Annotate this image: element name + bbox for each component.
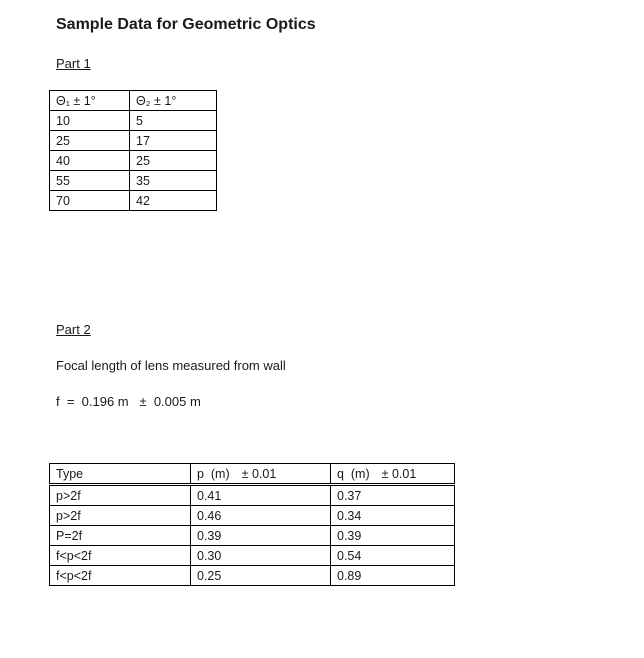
- q-uncertainty: ± 0.01: [381, 466, 417, 481]
- table-row: [50, 131, 217, 151]
- table-row: [50, 546, 455, 566]
- q-cell: 0.89: [331, 566, 455, 586]
- type-cell: f<p<2f: [50, 546, 191, 566]
- table-row: [50, 171, 217, 191]
- theta2-cell: 35: [130, 171, 217, 191]
- type-cell: p>2f: [50, 485, 191, 506]
- q-cell: 0.37: [331, 485, 455, 506]
- angle-table: [49, 90, 217, 211]
- p-header: [191, 464, 331, 485]
- theta1-cell: 40: [50, 151, 130, 171]
- table-row: [50, 151, 217, 171]
- p-cell: 0.39: [191, 526, 331, 546]
- focal-length-uncertainty: ± 0.005 m: [139, 394, 201, 409]
- p-uncertainty: ± 0.01: [241, 466, 277, 481]
- part1-heading: Part 1: [56, 56, 91, 71]
- theta1-cell: 55: [50, 171, 130, 191]
- table-row: [50, 526, 455, 546]
- table-row: [50, 191, 217, 211]
- type-cell: f<p<2f: [50, 566, 191, 586]
- theta1-cell: 25: [50, 131, 130, 151]
- q-cell: 0.39: [331, 526, 455, 546]
- q-cell: 0.34: [331, 506, 455, 526]
- p-cell: 0.46: [191, 506, 331, 526]
- theta2-cell: 17: [130, 131, 217, 151]
- table-header-row: [50, 464, 455, 485]
- table-row: [50, 485, 455, 506]
- theta1-cell: 10: [50, 111, 130, 131]
- p-cell: 0.41: [191, 485, 331, 506]
- page-title: Sample Data for Geometric Optics: [56, 16, 316, 33]
- lens-data-table: [49, 463, 455, 586]
- p-cell: 0.25: [191, 566, 331, 586]
- theta2-header: Θ₂ ± 1°: [130, 91, 217, 111]
- p-header-label: p (m): [197, 466, 230, 481]
- p-cell: 0.30: [191, 546, 331, 566]
- type-cell: P=2f: [50, 526, 191, 546]
- theta1-header: Θ₁ ± 1°: [50, 91, 130, 111]
- focal-length-line: [56, 394, 201, 409]
- focal-length-label: Focal length of lens measured from wall: [56, 358, 286, 373]
- type-header-label: Type: [56, 466, 84, 481]
- type-header: [50, 464, 191, 485]
- table-row: [50, 506, 455, 526]
- part2-heading: Part 2: [56, 322, 91, 337]
- theta1-cell: 70: [50, 191, 130, 211]
- type-cell: p>2f: [50, 506, 191, 526]
- focal-length-value: f = 0.196 m: [56, 394, 129, 409]
- table-row: [50, 566, 455, 586]
- q-header-label: q (m): [337, 466, 370, 481]
- theta2-cell: 5: [130, 111, 217, 131]
- table-row: [50, 111, 217, 131]
- q-header: [331, 464, 455, 485]
- theta2-cell: 42: [130, 191, 217, 211]
- theta2-cell: 25: [130, 151, 217, 171]
- q-cell: 0.54: [331, 546, 455, 566]
- table-header-row: [50, 91, 217, 111]
